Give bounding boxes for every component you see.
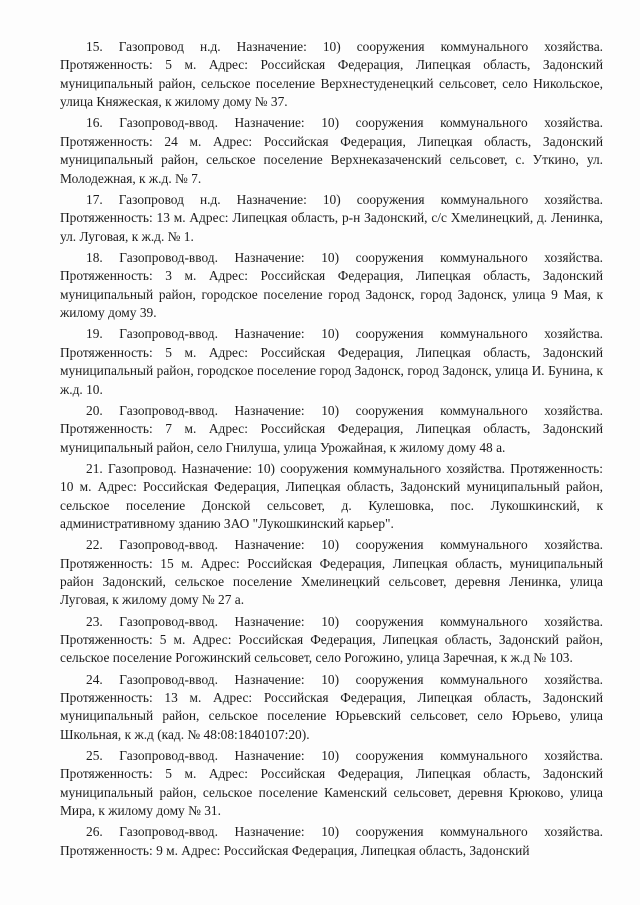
list-item-24: 24. Газопровод-ввод. Назначение: 10) сооружения коммунального хозяйства. Протяженность: 13 м. Адрес: Российская Федерация, Липецкая область, Задонский муниципальный район, сельское поселение Юрьевский сельсовет, село Юрьево, улица Школьная, к ж.д (кад. № 48:08:1840107:20). (60, 671, 603, 742)
list-item-22: 22. Газопровод-ввод. Назначение: 10) сооружения коммунального хозяйства. Протяженность: 15 м. Адрес: Российская Федерация, Липецкая область, муниципальный район Задонский, сельское поселение Хмелинецкий сельсовет, деревня Ленинка, улица Луговая, к жилому дому № 27 а. (60, 537, 603, 608)
list-item-23: 23. Газопровод-ввод. Назначение: 10) сооружения коммунального хозяйства. Протяженность: 5 м. Адрес: Российская Федерация, Липецкая область, Задонский район, сельское поселение Рогожинский сельсовет, село Рогожино, улица Заречная, к ж.д № 103. (60, 613, 603, 666)
list-item-26: 26. Газопровод-ввод. Назначение: 10) сооружения коммунального хозяйства. Протяженность: 9 м. Адрес: Российская Федерация, Липецкая область, Задонский (60, 824, 603, 858)
list-item-21: 21. Газопровод. Назначение: 10) сооружения коммунального хозяйства. Протяженность: 10 м. Адрес: Российская Федерация, Липецкая область, Задонский муниципальный район, сельское поселение Донской сельсовет, д. Кулешовка, пос. Лукошкинский, к административному зданию ЗАО "Лукошкинский карьер". (60, 460, 603, 531)
list-item-19: 19. Газопровод-ввод. Назначение: 10) сооружения коммунального хозяйства. Протяженность: 5 м. Адрес: Российская Федерация, Липецкая область, Задонский муниципальный район, городское поселение город Задонск, город Задонск, улица И. Бунина, к ж.д. 10. (60, 326, 603, 397)
list-item-17: 17. Газопровод н.д. Назначение: 10) сооружения коммунального хозяйства. Протяженность: 13 м. Адрес: Липецкая область, р-н Задонский, с/с Хмелинецкий, д. Ленинка, ул. Луговая, к ж.д. № 1. (60, 191, 603, 244)
document-body (60, 38, 603, 863)
list-item-15: 15. Газопровод н.д. Назначение: 10) сооружения коммунального хозяйства. Протяженность: 5 м. Адрес: Российская Федерация, Липецкая область, Задонский муниципальный район, сельское поселение Верхнестуденецкий сельсовет, село Никольское, улица Княжеская, к жилому дому № 37. (60, 39, 603, 110)
list-item-20: 20. Газопровод-ввод. Назначение: 10) сооружения коммунального хозяйства. Протяженность: 7 м. Адрес: Российская Федерация, Липецкая область, Задонский муниципальный район, село Гнилуша, улица Урожайная, к жилому дому 48 а. (60, 402, 603, 455)
list-item-16: 16. Газопровод-ввод. Назначение: 10) сооружения коммунального хозяйства. Протяженность: 24 м. Адрес: Российская Федерация, Липецкая область, Задонский муниципальный район, сельское поселение Верхнеказаченский сельсовет, с. Уткино, ул. Молодежная, к ж.д. № 7. (60, 115, 603, 186)
list-item-18: 18. Газопровод-ввод. Назначение: 10) сооружения коммунального хозяйства. Протяженность: 3 м. Адрес: Российская Федерация, Липецкая область, Задонский муниципальный район, городское поселение город Задонск, город Задонск, улица 9 Мая, к жилому дому 39. (60, 249, 603, 321)
list-item-25: 25. Газопровод-ввод. Назначение: 10) сооружения коммунального хозяйства. Протяженность: 5 м. Адрес: Российская Федерация, Липецкая область, Задонский муниципальный район, сельское поселение Каменский сельсовет, деревня Крюково, улица Мира, к жилому дому № 31. (60, 748, 603, 819)
